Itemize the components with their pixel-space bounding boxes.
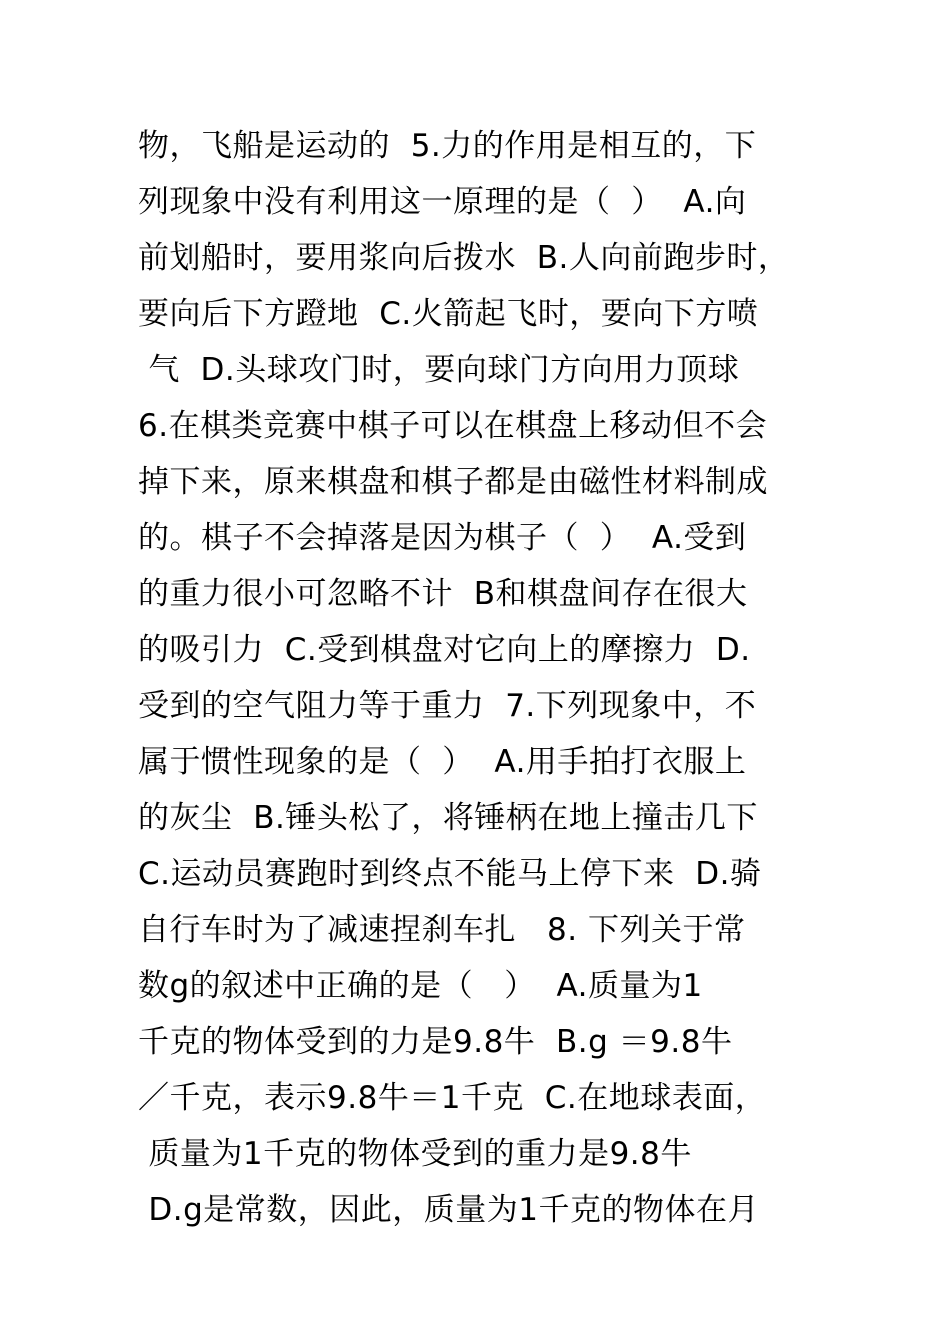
text-line: D.g是常数，因此，质量为1千克的物体在月 bbox=[138, 1192, 759, 1228]
text-line: 质量为1千克的物体受到的重力是9.8牛 bbox=[138, 1136, 692, 1172]
text-line: ／千克，表示9.8牛＝1千克 C.在地球表面， bbox=[138, 1080, 767, 1116]
text-line: 掉下来，原来棋盘和棋子都是由磁性材料制成 bbox=[138, 464, 768, 500]
text-line: 的。棋子不会掉落是因为棋子（ ） A.受到 bbox=[138, 520, 747, 556]
text-line: 数g的叙述中正确的是（ ） A.质量为1 bbox=[138, 968, 703, 1004]
text-line: 自行车时为了减速捏刹车扎 8. 下列关于常 bbox=[138, 912, 746, 948]
text-line: 前划船时，要用浆向后拨水 B.人向前跑步时， bbox=[138, 240, 790, 276]
text-line: 的重力很小可忽略不计 B和棋盘间存在很大 bbox=[138, 576, 748, 612]
text-line: 列现象中没有利用这一原理的是（ ） A.向 bbox=[138, 184, 747, 220]
text-line: 的吸引力 C.受到棋盘对它向上的摩擦力 D. bbox=[138, 632, 751, 668]
text-line: 千克的物体受到的力是9.8牛 B.g ＝9.8牛 bbox=[138, 1024, 733, 1060]
text-line: 属于惯性现象的是（ ） A.用手拍打衣服上 bbox=[138, 744, 747, 780]
text-line: C.运动员赛跑时到终点不能马上停下来 D.骑 bbox=[138, 856, 762, 892]
text-line: 受到的空气阻力等于重力 7.下列现象中，不 bbox=[138, 688, 757, 724]
text-line: 的灰尘 B.锤头松了，将锤柄在地上撞击几下 bbox=[138, 800, 758, 836]
text-line: 物，飞船是运动的 5.力的作用是相互的，下 bbox=[138, 128, 757, 164]
text-line: 要向后下方蹬地 C.火箭起飞时，要向下方喷 bbox=[138, 296, 759, 332]
text-line: 气 D.头球攻门时，要向球门方向用力顶球 bbox=[138, 352, 740, 388]
text-line: 6.在棋类竞赛中棋子可以在棋盘上移动但不会 bbox=[138, 408, 768, 444]
body-text bbox=[138, 118, 838, 1238]
